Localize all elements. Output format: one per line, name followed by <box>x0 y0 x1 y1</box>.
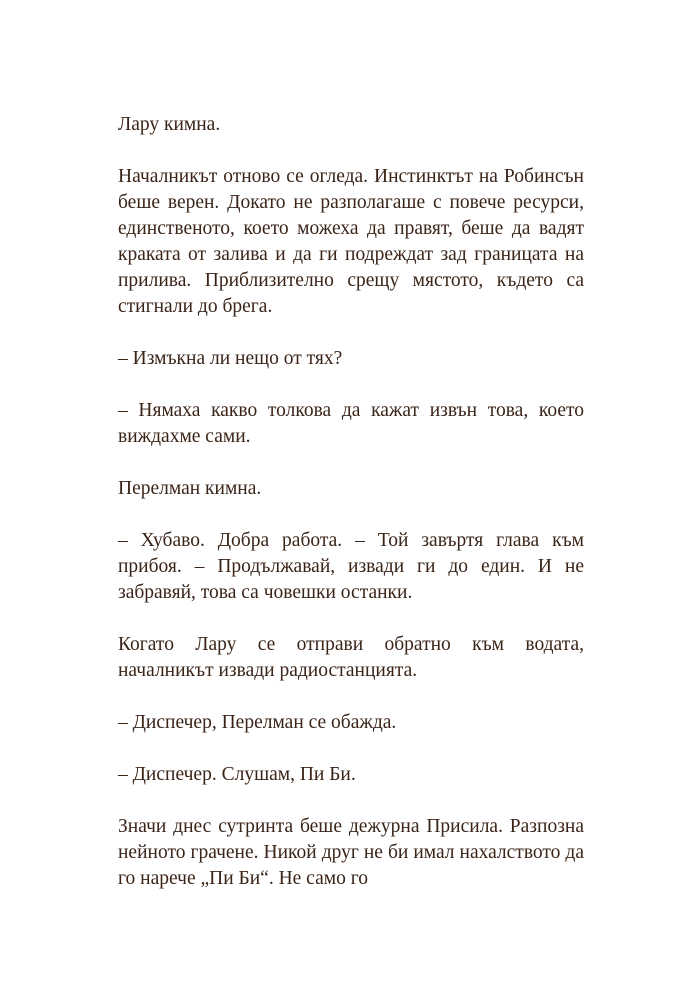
paragraph-5: Перелман кимна. <box>118 478 262 499</box>
paragraph-8: – Диспечер, Перелман се обажда. <box>118 712 397 733</box>
paragraph-1: Лару кимна. <box>118 114 221 135</box>
paragraph-6: – Хубаво. Добра работа. – Той завъртя глава към прибоя. – Продължавай, извади ги до един. И не забравяй, това са човешки останки. <box>118 530 584 603</box>
paragraph-7: Когато Лару се отправи обратно към водата, началникът извади радиостанцията. <box>118 634 584 681</box>
paragraph-2: Началникът отново се огледа. Инстинктът на Робинсън беше верен. Докато не разполагаше с повече ресурси, единственото, което можеха да правят, беше да вадят краката от залива и да ги подреждат зад границата на прилива. Приблизително срещу мястото, където са стигнали до брега. <box>118 166 584 317</box>
paragraph-10: Значи днес сутринта беше дежурна Присила. Разпозна нейното грачене. Никой друг не би имал нахалството да го нарече „Пи Би“. Не само го <box>118 816 584 889</box>
paragraph-3: – Измъкна ли нещо от тях? <box>118 348 343 369</box>
document-page <box>118 112 584 892</box>
paragraph-9: – Диспечер. Слушам, Пи Би. <box>118 764 356 785</box>
paragraph-4: – Нямаха какво толкова да кажат извън това, което виждахме сами. <box>118 400 584 447</box>
